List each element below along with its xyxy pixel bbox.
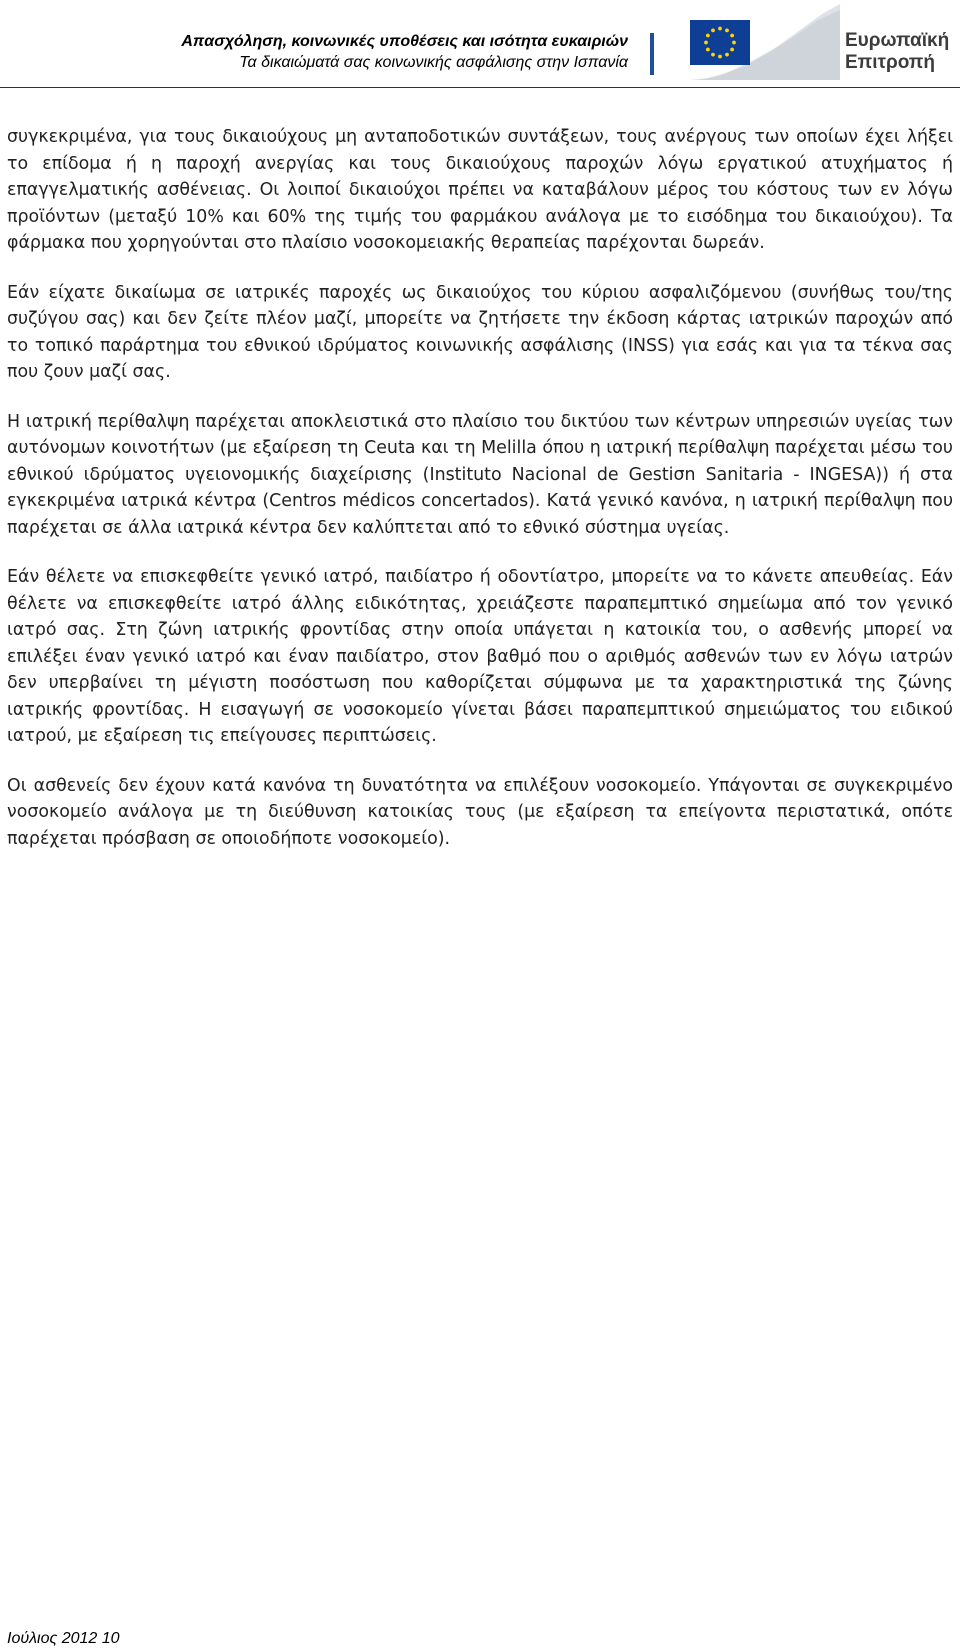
paragraph-health-network: Η ιατρική περίθαλψη παρέχεται αποκλειστικά στο πλαίσιο του δικτύου των κέντρων υπηρεσιών υγείας των αυτόνομων κοινοτήτων (με εξαίρεση τη Ceuta και τη Melilla όπου η ιατρική περίθαλψη παρέχεται μέσω του εθνικού ιδρύματος υγειονομικής διαχείρισης (Instituto Nacional de Gestiσn Sanitaria - INGESA)) ή στα εγκεκριμένα ιατρικά κέντρα (Centros médicos concertados). Κατά γενικό κανόνα, η ιατρική περίθαλψη που παρέχεται σε άλλα ιατρικά κέντρα δεν καλύπτεται από το εθνικό σύστημα υγείας. — [7, 411, 953, 538]
paragraph-dependant-card: Εάν είχατε δικαίωμα σε ιατρικές παροχές ως δικαιούχος του κύριου ασφαλιζόμενου (συνήθως του/της συζύγου σας) και δεν ζείτε πλέον μαζί, μπορείτε να ζητήσετε την έκδοση κάρτας ιατρικών παροχών από το τοπικό παράρτημα του εθνικού ιδρύματος κοινωνικής ασφάλισης (INSS) για εσάς και για τα τέκνα σας που ζουν μαζί σας. — [7, 282, 953, 382]
eu-star-icon — [706, 48, 710, 52]
eu-star-icon — [730, 34, 734, 38]
page-footer: Ιούλιος 2012 10 — [7, 1630, 120, 1647]
paragraph-medicines-cost: συγκεκριμένα, για τους δικαιούχους μη ανταποδοτικών συντάξεων, τους ανέργους των οποίων έχει λήξει το επίδομα ή η παροχή ανεργίας και τους δικαιούχους παροχών λόγω εργατικού ατυχήματος ή επαγγελματικής ασθένειας. Οι λοιποί δικαιούχοι πρέπει να καταβάλουν μέρος του κόστους των εν λόγω προϊόντων (μεταξύ 10% και 60% της τιμής του φαρμάκου ανάλογα με το εισόδημα του δικαιούχου). Τα φάρμακα που χορηγούνται στο πλαίσιο νοσοκομειακής θεραπείας παρέχονται δωρεάν. — [7, 127, 953, 253]
brand-line-2: Επιτροπή — [845, 52, 935, 73]
eu-star-icon — [706, 34, 710, 38]
page-header — [0, 0, 960, 92]
paragraph-hospital-choice: Οι ασθενείς δεν έχουν κατά κανόνα τη δυνατότητα να επιλέξουν νοσοκομείο. Υπάγονται σε συγκεκριμένο νοσοκομείο ανάλογα με τη διεύθυνση κατοικίας τους (με εξαίρεση τα επείγοντα περιστατικά, οπότε παρέχεται πρόσβαση σε οποιοδήποτε νοσοκομείο). — [7, 775, 953, 849]
header-divider — [0, 87, 960, 88]
paragraph-doctor-choice: Εάν θέλετε να επισκεφθείτε γενικό ιατρό, παιδίατρο ή οδοντίατρο, μπορείτε να το κάνετε απευθείας. Εάν θέλετε να επισκεφθείτε ιατρό άλλης ειδικότητας, χρειάζεστε παραπεμπτικό σημείωμα από τον γενικό ιατρό σας. Στη ζώνη ιατρικής φροντίδας στην οποία υπάγεται η κατοικία του, ο ασθενής μπορεί να επιλέξει έναν γενικό ιατρό και έναν παιδίατρο, στον βαθμό που ο αριθμός ασθενών των εν λόγω ιατρών δεν υπερβαίνει τη μέγιστη ποσόστωση που καθορίζεται σύμφωνα με τα χαρακτηριστικά της ζώνης ιατρικής φροντίδας. Η εισαγωγή σε νοσοκομείο γίνεται βάσει παραπεμπτικού σημειώματος του ειδικού ιατρού, με εξαίρεση τις επείγουσες περιπτώσεις. — [7, 567, 953, 746]
brand-name — [845, 30, 949, 74]
header-title: Απασχόληση, κοινωνικές υποθέσεις και ισότητα ευκαιριών — [181, 33, 628, 50]
eu-star-icon — [718, 27, 722, 31]
document-body — [7, 124, 953, 875]
eu-star-icon — [711, 53, 715, 57]
eu-star-icon — [730, 48, 734, 52]
header-text — [181, 32, 628, 73]
eu-star-icon — [732, 41, 736, 45]
brand-line-1: Ευρωπαϊκή — [845, 30, 950, 51]
header-subtitle: Τα δικαιώματά σας κοινωνικής ασφάλισης στην Ισπανία — [239, 54, 628, 71]
eu-star-icon — [718, 55, 722, 59]
eu-star-icon — [711, 28, 715, 32]
eu-flag-logo-icon — [690, 0, 840, 86]
eu-star-icon — [704, 41, 708, 45]
eu-star-icon — [725, 53, 729, 57]
eu-star-icon — [725, 28, 729, 32]
header-accent-bar — [650, 33, 654, 75]
